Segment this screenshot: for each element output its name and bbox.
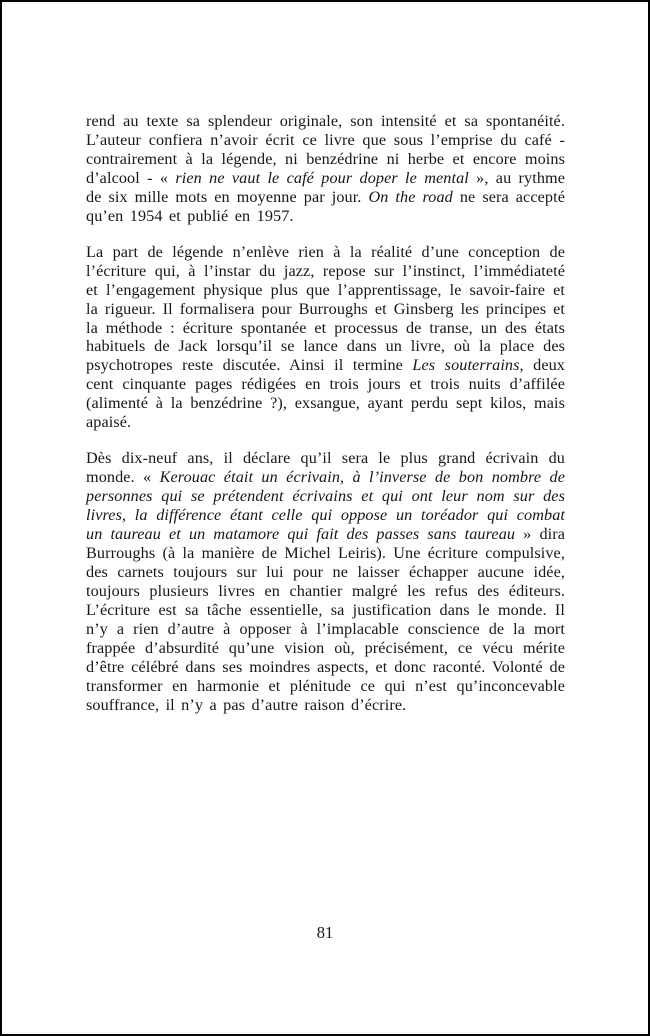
paragraph — [86, 243, 565, 433]
paragraph — [86, 112, 565, 226]
text-run: » dira Burroughs (à la manière de Michel Leiris). Une écriture compulsive, des carnets toujours sur lui pour ne laisser échapper aucune idée, toujours plusieurs livres en chantier malgré les refus des éditeurs. L’écriture est sa tâche essentielle, sa justification dans le monde. Il n’y a rien d’autre à opposer à l’implacable conscience de la mort frappée d’absurdité qu’une vision où, précisément, ce vécu mérite d’être célébré dans ses moindres aspects, et donc raconté. Volonté de transformer en harmonie et plénitude ce qui n’est qu’inconcevable souffrance, il n’y a pas d’autre raison d’écrire. — [86, 525, 566, 714]
text-run: Dès dix-neuf ans, il déclare qu’il sera le plus grand écrivain du monde. « — [86, 449, 565, 487]
text-run-italic: Kerouac était un écrivain, à l’inverse de bon nombre de personnes qui se prétendent écrivains et qui ont leur nom sur des livres, la différence étant celle qui oppose un toréador qui combat un taureau et un matamore qui fait des passes sans taureau — [86, 468, 565, 544]
text-block — [86, 112, 565, 715]
text-run: La part de légende n’enlève rien à la réalité d’une conception de l’écriture qui, à l’instar du jazz, repose sur l’instinct, l’immédiateté et l’engagement physique plus que l’apprentissage, le savoir-faire et la rigueur. Il formalisera pour Burroughs et Ginsberg les principes et la méthode : écriture spontanée et processus de transe, un des états habituels de Jack lorsqu’il se lance dans un livre, où la place des psychotropes reste discutée. Ainsi il termine — [86, 242, 565, 375]
text-run-italic: rien ne vaut le café pour doper le mental — [175, 168, 469, 187]
text-run: rend au texte sa splendeur originale, son intensité et sa spontanéité. L’auteur confiera n’avoir écrit ce livre que sous l’emprise du café - contrairement à la légende, ni benzédrine ni herbe et encore moins d’alcool - « — [86, 112, 565, 187]
text-run: , deux cent cinquante pages rédigées en trois jours et trois nuits d’affilée (alimenté à la benzédrine ?), exsangue, ayant perdu sept kilos, mais apaisé. — [86, 356, 565, 432]
text-run: ne sera accepté qu’en 1954 et publié en 1957. — [86, 187, 565, 225]
paragraph — [86, 449, 565, 714]
text-run-italic: Les souterrains — [412, 356, 520, 375]
text-run-italic: On the road — [368, 187, 453, 206]
text-run: », au rythme de six mille mots en moyenne par jour. — [86, 168, 566, 206]
page-number: 81 — [316, 923, 334, 942]
